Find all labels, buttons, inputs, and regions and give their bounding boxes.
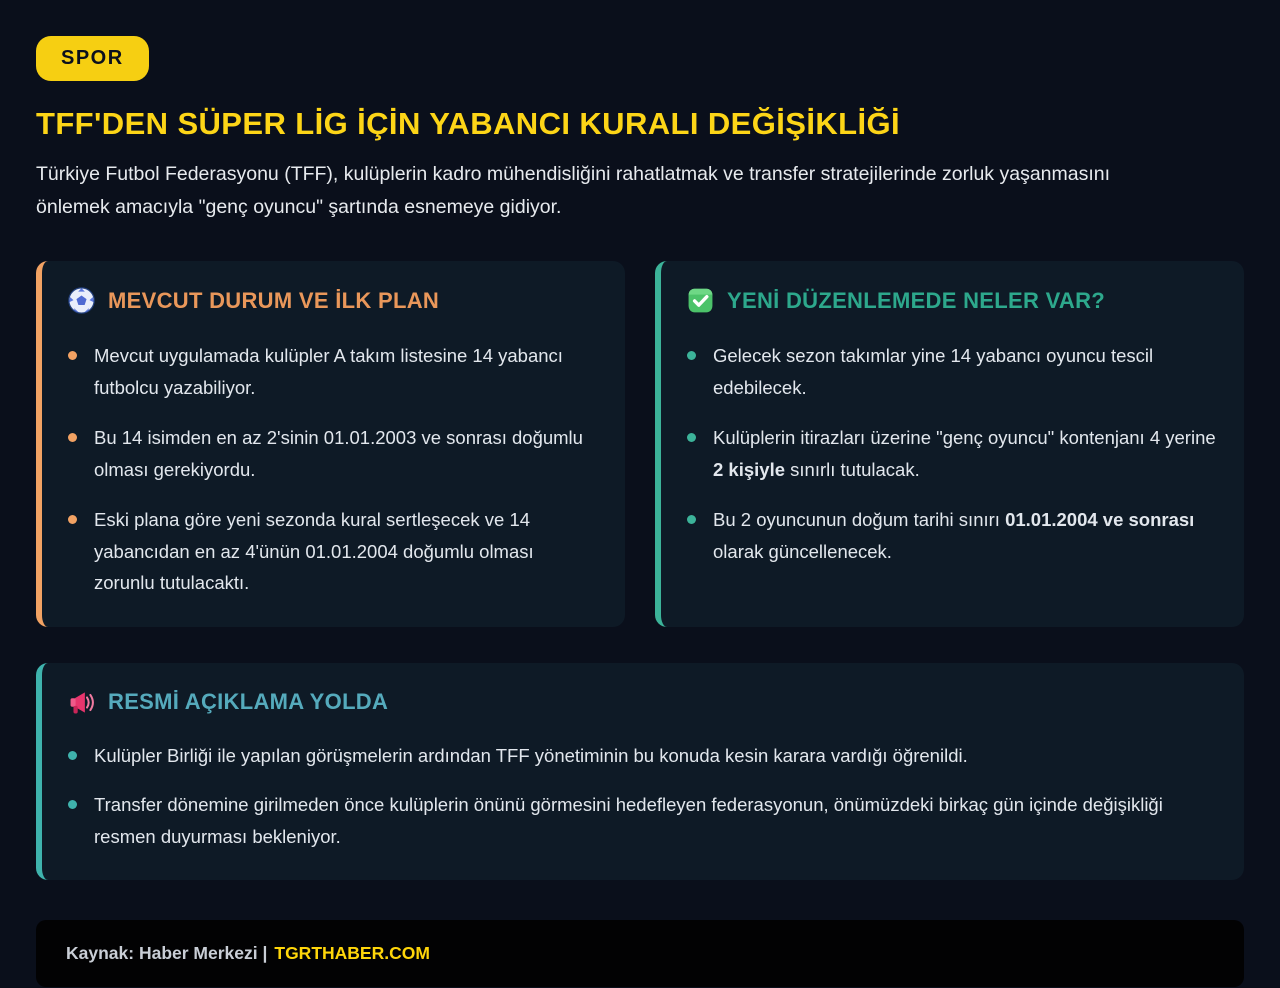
check-mark-icon <box>687 287 714 314</box>
bullet-dot <box>68 351 77 360</box>
bullet-text: Bu 14 isimden en az 2'sinin 01.01.2003 ve sonrası doğumlu olması gerekiyordu. <box>94 427 583 480</box>
bullet-list <box>68 740 1216 853</box>
card-current-situation <box>36 261 625 627</box>
bullet-text: Kulüplerin itirazları üzerine "genç oyuncu" kontenjanı 4 yerine 2 kişiyle sınırlı tutulacak. <box>713 427 1216 480</box>
card-header <box>68 689 1216 716</box>
bullet-list <box>687 340 1216 567</box>
bullet-text: Bu 2 oyuncunun doğum tarihi sınırı 01.01.2004 ve sonrası olarak güncellenecek. <box>713 509 1195 562</box>
card-new-regulation <box>655 261 1244 627</box>
bullet-item <box>68 422 597 485</box>
bullet-dot <box>687 433 696 442</box>
category-badge: SPOR <box>36 36 149 81</box>
brand-name: TGRTHABER.COM <box>274 943 430 963</box>
bullet-text: Kulüpler Birliği ile yapılan görüşmelerin ardından TFF yönetiminin bu konuda kesin karara vardığı öğrenildi. <box>94 744 968 766</box>
bullet-dot <box>687 351 696 360</box>
bullet-item <box>687 422 1216 485</box>
info-cards-row <box>36 261 1244 627</box>
bullet-dot <box>687 515 696 524</box>
source-label: Kaynak: Haber Merkezi | <box>66 943 268 963</box>
bullet-dot <box>68 800 77 809</box>
bullet-item <box>68 789 1216 852</box>
card-header <box>68 287 597 314</box>
card-header <box>687 287 1216 314</box>
bullet-item <box>68 340 597 403</box>
bullet-item <box>687 504 1216 567</box>
card-title: MEVCUT DURUM VE İLK PLAN <box>108 287 440 313</box>
bullet-item <box>68 504 597 599</box>
bullet-text: Transfer dönemine girilmeden önce kulüplerin önünü görmesini hedefleyen federasyonun, önümüzdeki birkaç gün içinde değişikliği resmen duyurması bekleniyor. <box>94 794 1163 847</box>
bullet-item <box>68 740 1216 772</box>
bullet-dot <box>68 515 77 524</box>
bullet-text: Gelecek sezon takımlar yine 14 yabancı oyuncu tescil edebilecek. <box>713 345 1154 398</box>
bullet-dot <box>68 433 77 442</box>
card-official-announcement <box>36 663 1244 881</box>
soccer-ball-icon <box>68 287 95 314</box>
card-title: RESMİ AÇIKLAMA YOLDA <box>108 689 389 714</box>
page-title: TFF'DEN SÜPER LİG İÇİN YABANCI KURALI DEĞİŞİKLİĞİ <box>36 106 901 141</box>
megaphone-icon <box>68 689 95 716</box>
bullet-item <box>687 340 1216 403</box>
bullet-text: Mevcut uygulamada kulüpler A takım listesine 14 yabancı futbolcu yazabiliyor. <box>94 345 563 398</box>
card-title: YENİ DÜZENLEMEDE NELER VAR? <box>727 287 1106 313</box>
bullet-list <box>68 340 597 599</box>
source-footer <box>36 920 1244 987</box>
bullet-text: Eski plana göre yeni sezonda kural sertleşecek ve 14 yabancıdan en az 4'ünün 01.01.2004 doğumlu olması zorunlu tutulacaktı. <box>94 509 534 593</box>
bullet-dot <box>68 751 77 760</box>
intro-paragraph: Türkiye Futbol Federasyonu (TFF), kulüplerin kadro mühendisliğini rahatlatmak ve transfer stratejilerinde zorluk yaşanmasını önlemek amacıyla "genç oyuncu" şartında esnemeye gidiyor. <box>36 163 1111 218</box>
